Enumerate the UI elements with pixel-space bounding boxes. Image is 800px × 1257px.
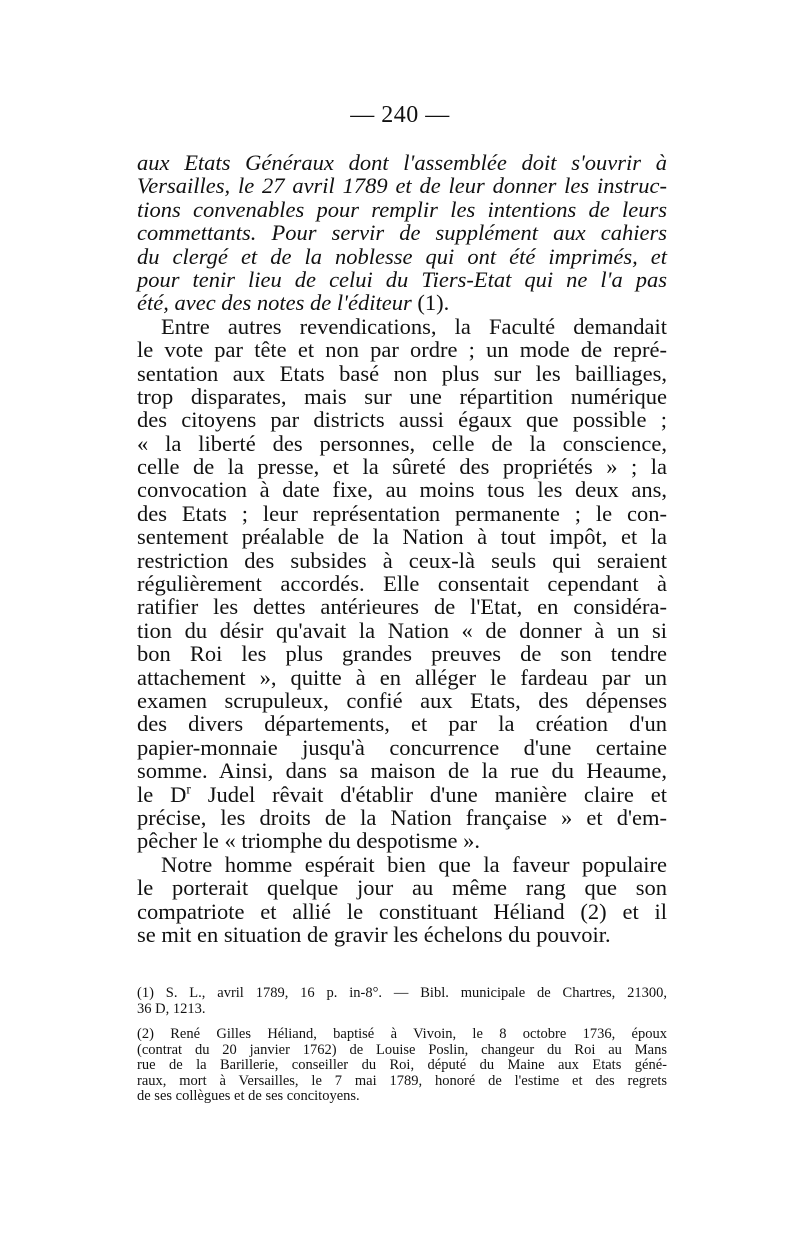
- text-line: [137, 783, 667, 806]
- text-line: Versailles, le 27 avril 1789 et de leur donner les instruc-: [137, 173, 667, 199]
- text-line: papier-monnaie jusqu'à concurrence d'une certaine: [137, 734, 667, 760]
- superscript: r: [186, 781, 191, 797]
- footnote-2-line: de ses collègues et de ses concitoyens.: [137, 1088, 360, 1104]
- text-line: le porterait quelque jour au même rang que son: [137, 875, 667, 901]
- text-line: sentation aux Etats basé non plus sur les bailliages,: [137, 360, 667, 386]
- footnote-2-line: (2) René Gilles Héliand, baptisé à Vivoin, le 8 octobre 1736, époux: [137, 1026, 667, 1042]
- text-line: restriction des subsides à ceux-là seuls qui seraient: [137, 547, 667, 573]
- paragraph-first-line: Notre homme espérait bien que la faveur populaire: [161, 851, 667, 877]
- text-line: du clergé et de la noblesse qui ont été imprimés, et: [137, 243, 667, 269]
- text-line: des divers départements, et par la création d'un: [137, 711, 667, 737]
- text-line: somme. Ainsi, dans sa maison de la rue du Heaume,: [137, 758, 667, 784]
- text-line: « la liberté des personnes, celle de la conscience,: [137, 430, 667, 456]
- text-line: convocation à date fixe, au moins tous les deux ans,: [137, 477, 667, 503]
- text-line: régulièrement accordés. Elle consentait cependant à: [137, 571, 667, 597]
- footnote-reference: (1).: [411, 290, 450, 316]
- text-line: examen scrupuleux, confié aux Etats, des dépenses: [137, 687, 667, 713]
- text-line: attachement », quitte à en alléger le fardeau par un: [137, 664, 667, 690]
- footnote-2-line: raux, mort à Versailles, le 7 mai 1789, honoré de l'estime et des regrets: [137, 1072, 667, 1089]
- paragraph-last-line: se mit en situation de gravir les échelons du pouvoir.: [137, 921, 611, 947]
- text-line: le vote par tête et non par ordre ; un mode de repré-: [137, 337, 667, 363]
- page-number: — 240 —: [350, 102, 450, 128]
- text-line: sentement préalable de la Nation à tout impôt, et la: [137, 524, 667, 550]
- paragraph-last-line: pêcher le « triomphe du despotisme ».: [137, 828, 481, 854]
- text-line: pour tenir lieu de celui du Tiers-Etat qui ne l'a pas: [137, 266, 667, 292]
- text-fragment: le D: [137, 781, 187, 807]
- text-fragment: Judel rêvait d'établir d'une manière claire et: [190, 781, 667, 807]
- text-line: celle de la presse, et la sûreté des propriétés » ; la: [137, 454, 667, 480]
- paragraph-first-line: Entre autres revendications, la Faculté demandait: [161, 313, 667, 339]
- text-line: des citoyens par districts aussi égaux que possible ;: [137, 407, 667, 433]
- text-line: tion du désir qu'avait la Nation « de donner à un si: [137, 617, 667, 643]
- footnote-1-line: (1) S. L., avril 1789, 16 p. in-8°. — Bibl. municipale de Chartres, 21300,: [137, 985, 667, 1001]
- text-line: commettants. Pour servir de supplément aux cahiers: [137, 220, 667, 246]
- text-line: [137, 291, 667, 314]
- text-line: ratifier les dettes antérieures de l'Etat, en considéra-: [137, 594, 667, 620]
- main-text: [137, 151, 667, 946]
- text-line: précise, les droits de la Nation française » et d'em-: [137, 804, 667, 830]
- italic-text: été, avec des notes de l'éditeur: [137, 290, 412, 316]
- footnote-2-line: (contrat du 20 janvier 1762) de Louise Poslin, changeur du Roi au Mans: [137, 1041, 667, 1058]
- text-line: trop disparates, mais sur une répartition numérique: [137, 383, 667, 409]
- footnote-2-line: rue de la Barillerie, conseiller du Roi, député du Maine aux Etats géné-: [137, 1057, 667, 1073]
- text-line: des Etats ; leur représentation permanente ; le con-: [137, 500, 667, 526]
- text-line: tions convenables pour remplir les intentions de leurs: [137, 196, 667, 222]
- text-line: compatriote et allié le constituant Héliand (2) et il: [137, 898, 667, 924]
- text-line: aux Etats Généraux dont l'assemblée doit s'ouvrir à: [137, 150, 667, 175]
- footnote-1-line: 36 D, 1213.: [137, 1000, 206, 1017]
- text-line: bon Roi les plus grandes preuves de son tendre: [137, 641, 667, 667]
- footnotes: [137, 986, 667, 1105]
